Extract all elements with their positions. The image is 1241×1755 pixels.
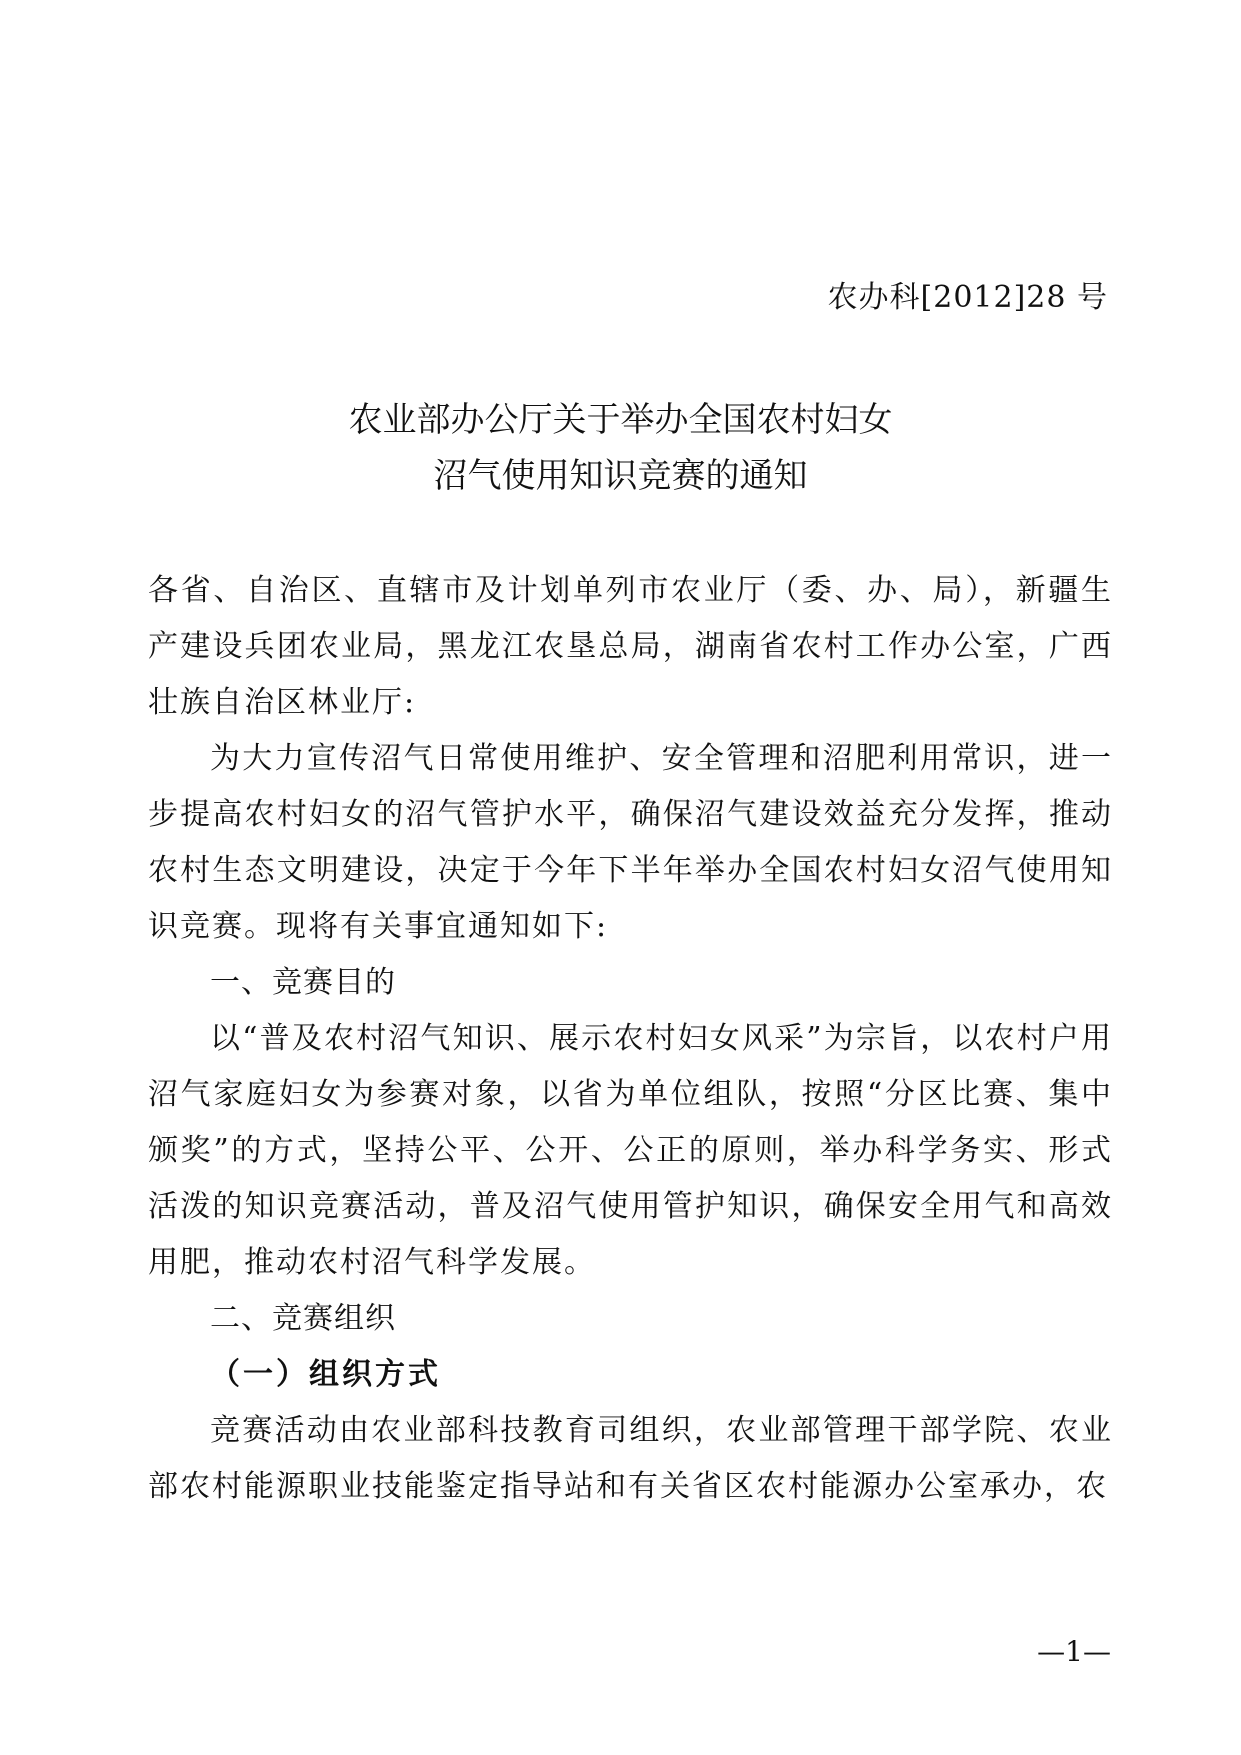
subsection-method-paragraph: 竞赛活动由农业部科技教育司组织，农业部管理干部学院、农业部农村能源职业技能鉴定指导站和有关省区农村能源办公室承办，农 bbox=[148, 1413, 1113, 1504]
document-body bbox=[148, 563, 1113, 1515]
section-purpose-paragraph: 以“普及农村沼气知识、展示农村妇女风采”为宗旨，以农村户用沼气家庭妇女为参赛对象，以省为单位组队，按照“分区比赛、集中颁奖”的方式，坚持公平、公开、公正的原则，举办科学务实、形式活泼的知识竞赛活动，普及沼气使用管护知识，确保安全用气和高效用肥，推动农村沼气科学发展。 bbox=[148, 1021, 1113, 1280]
title-line-2: 沼气使用知识竞赛的通知 bbox=[433, 456, 808, 496]
section-heading-purpose: 一、竞赛目的 bbox=[210, 965, 396, 1000]
addressee-paragraph: 各省、自治区、直辖市及计划单列市农业厅（委、办、局），新疆生产建设兵团农业局，黑龙江农垦总局，湖南省农村工作办公室，广西壮族自治区林业厅: bbox=[148, 573, 1113, 720]
intro-paragraph: 为大力宣传沼气日常使用维护、安全管理和沼肥利用常识，进一步提高农村妇女的沼气管护水平，确保沼气建设效益充分发挥，推动农村生态文明建设，决定于今年下半年举办全国农村妇女沼气使用知识竞赛。现将有关事宜通知如下: bbox=[148, 741, 1113, 944]
document-number: 农办科[2012]28 号 bbox=[827, 280, 1108, 315]
subsection-heading-method: （一）组织方式 bbox=[210, 1357, 441, 1392]
section-heading-organization: 二、竞赛组织 bbox=[210, 1301, 396, 1336]
page-number: —1— bbox=[1037, 1635, 1111, 1668]
title-line-1: 农业部办公厅关于举办全国农村妇女 bbox=[348, 400, 893, 440]
document-title bbox=[0, 392, 1241, 504]
